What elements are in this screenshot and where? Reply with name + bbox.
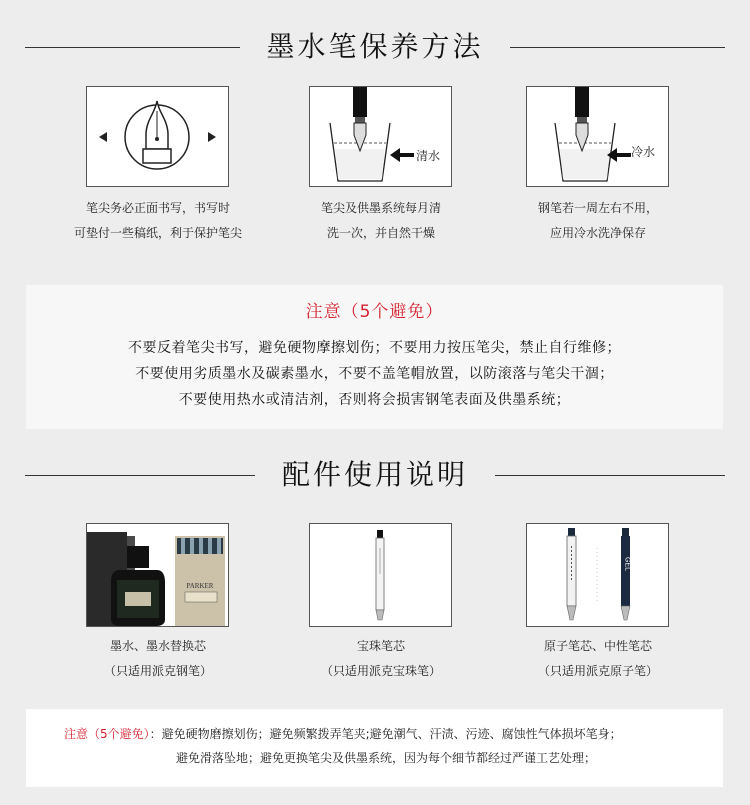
caption-line: 洗一次，并自然干燥 — [326, 226, 435, 240]
caption-line: 宝珠笔芯 — [356, 639, 405, 653]
svg-text:PARKER: PARKER — [186, 582, 214, 590]
bottom-notice-line-1 — [26, 709, 723, 746]
divider-line — [510, 47, 725, 48]
care-card-nib — [86, 86, 229, 187]
water-label: 清水 — [416, 149, 441, 163]
caption-line: （只适用派克宝珠笔） — [320, 664, 441, 678]
notice-line: 不要使用热水或清洁剂，否则将会损害钢笔表面及供墨系统； — [178, 392, 571, 408]
care-caption-1 — [48, 196, 268, 246]
water-label: 冷水 — [631, 145, 656, 159]
ballpoint-gel-refills-icon — [527, 524, 668, 626]
caption-line: （只适用派克钢笔） — [103, 664, 212, 678]
svg-text:GEL: GEL — [623, 556, 631, 572]
care-card-cold-water — [526, 86, 669, 187]
caption-line: 钢笔若一周左右不用， — [537, 201, 658, 215]
caption-line: 应用冷水洗净保存 — [549, 226, 646, 240]
caption-line: （只适用派克原子笔） — [537, 664, 658, 678]
notice-title: 注意（5个避免） — [305, 302, 444, 322]
bottom-notice-box — [26, 709, 723, 787]
divider-line — [495, 475, 725, 476]
accessory-card-ink — [86, 523, 229, 627]
caption-line: 原子笔芯、中性笔芯 — [543, 639, 652, 653]
bottom-notice-line-2: 避免滑落坠地；避免更换笔尖及供墨系统，因为每个细节都经过严谨工艺处理； — [176, 751, 597, 765]
pen-nib-arrows-icon — [87, 87, 228, 186]
accessory-card-rollerball — [309, 523, 452, 627]
caption-line: 可垫付一些稿纸，利于保护笔尖 — [73, 226, 242, 240]
accessory-card-ballpoint-gel — [526, 523, 669, 627]
care-caption-2 — [271, 196, 491, 246]
care-card-clean-water — [309, 86, 452, 187]
section-title: 配件使用说明 — [281, 458, 468, 491]
notice-line: 不要使用劣质墨水及碳素墨水，不要不盖笔帽放置，以防滚落与笔尖干涸； — [135, 366, 614, 382]
accessory-caption-2 — [271, 634, 491, 684]
notice-line: 不要反着笔尖书写，避免硬物摩擦划伤；不要用力按压笔尖，禁止自行维修； — [128, 340, 621, 356]
section-heading-accessories — [0, 455, 750, 495]
bottom-notice-prefix: 注意（5个避免） — [64, 727, 150, 741]
caption-line: 笔尖务必正面书写，书写时 — [85, 201, 230, 215]
ink-bottle-cartridges-icon — [87, 524, 228, 626]
section-title: 墨水笔保养方法 — [266, 30, 484, 63]
caption-line: 墨水、墨水替换芯 — [109, 639, 206, 653]
caption-line: 笔尖及供墨系统每月清 — [320, 201, 441, 215]
accessory-caption-1 — [48, 634, 268, 684]
section-heading-care — [0, 27, 750, 67]
accessory-caption-3 — [488, 634, 708, 684]
rollerball-refill-icon — [310, 524, 451, 626]
pen-in-water-icon — [310, 87, 451, 186]
notice-box — [26, 285, 723, 429]
pen-in-water-icon — [527, 87, 668, 186]
care-caption-3 — [488, 196, 708, 246]
bottom-notice-text: ：避免硬物磨擦划伤；避免频繁拨弄笔夹;避免潮气、汗渍、污迹、腐蚀性气体损坏笔身； — [149, 727, 622, 741]
